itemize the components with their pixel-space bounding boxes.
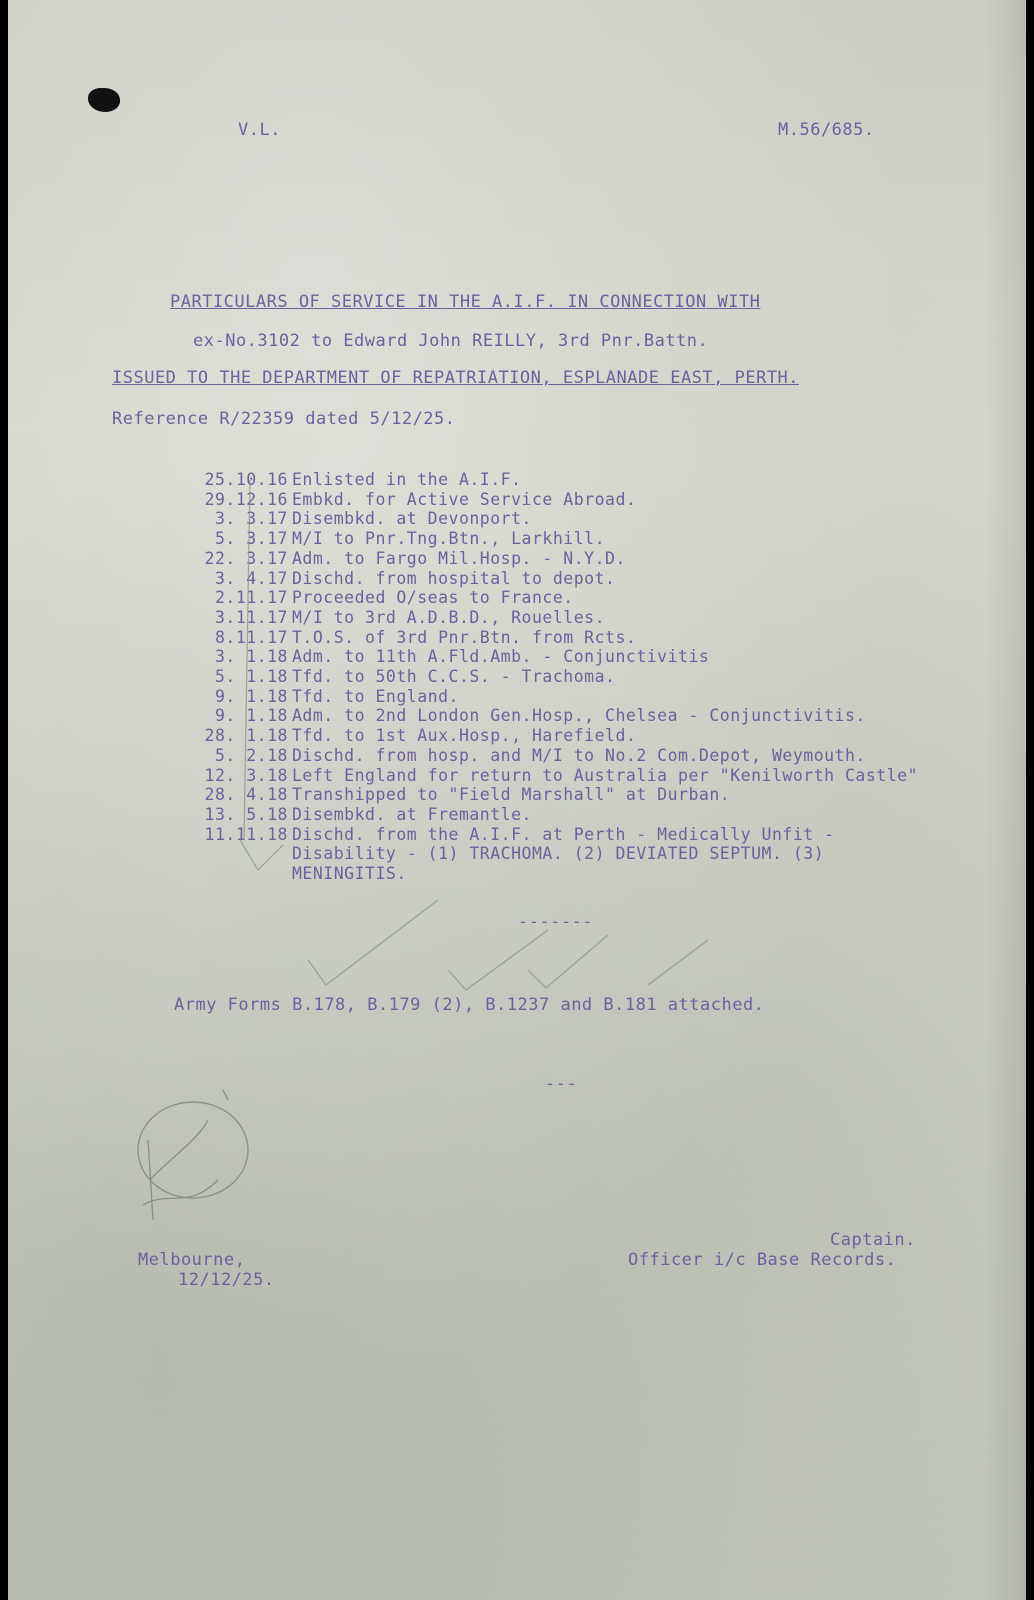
entry-text: Proceeded O/seas to France. [292, 588, 574, 608]
entry-date: 5. 2.18 [214, 745, 288, 765]
signing-date: 12/12/25. [178, 1270, 275, 1290]
entry-date: 3. 3.17 [214, 509, 288, 529]
entry-date: 9. 1.18 [214, 686, 288, 706]
separator-line: --- [545, 1074, 578, 1094]
entry-text: Tfd. to England. [292, 686, 459, 706]
signatory-rank: Captain. [830, 1230, 916, 1250]
entry-date: 29.12.16 [204, 489, 288, 509]
entry-text: Embkd. for Active Service Abroad. [292, 489, 637, 509]
entry-date: 9. 1.18 [214, 706, 288, 726]
entry-text: Tfd. to 1st Aux.Hosp., Harefield. [292, 726, 637, 746]
entry-text: Adm. to 11th A.Fld.Amb. - Conjunctivitis [292, 647, 710, 667]
entry-text: Dischd. from hospital to depot. [292, 568, 616, 588]
entry-date: 8.11.17 [214, 627, 288, 647]
entry-text: MENINGITIS. [292, 864, 407, 884]
attachments-note: Army Forms B.178, B.179 (2), B.1237 and B.181 attached. [174, 995, 765, 1015]
entry-date: 28. 4.18 [204, 785, 288, 805]
signing-place: Melbourne, [138, 1250, 246, 1270]
entry-date: 5. 3.17 [214, 529, 288, 549]
header-file-reference: M.56/685. [778, 120, 875, 140]
entry-text: Disembkd. at Fremantle. [292, 804, 532, 824]
entry-text: Enlisted in the A.I.F. [292, 470, 522, 489]
document-title-issued-to: ISSUED TO THE DEPARTMENT OF REPATRIATION, ESPLANADE EAST, PERTH. [112, 368, 800, 388]
entry-text: Left England for return to Australia per "Kenilworth Castle" [292, 765, 919, 785]
document-title-line1: PARTICULARS OF SERVICE IN THE A.I.F. IN CONNECTION WITH [170, 292, 761, 312]
pencil-tick-marks [8, 0, 1026, 1600]
entry-text: Transhipped to "Field Marshall" at Durban. [292, 785, 731, 805]
entry-text: Adm. to 2nd London Gen.Hosp., Chelsea - Conjunctivitis. [292, 706, 866, 726]
entry-text: Dischd. from the A.I.F. at Perth - Medically Unfit - [292, 824, 835, 844]
entry-date: 13. 5.18 [204, 804, 288, 824]
entry-text: Tfd. to 50th C.C.S. - Trachoma. [292, 667, 616, 687]
entry-date: 28. 1.18 [204, 726, 288, 746]
header-left-code: V.L. [238, 120, 281, 140]
entry-text: Adm. to Fargo Mil.Hosp. - N.Y.D. [292, 548, 626, 568]
entry-text: Disembkd. at Devonport. [292, 509, 532, 529]
entry-date: 2.11.17 [214, 588, 288, 608]
entry-date: 3. 1.18 [214, 647, 288, 667]
entry-date: 5. 1.18 [214, 667, 288, 687]
document-sheet [8, 0, 1026, 1600]
signatory-office: Officer i/c Base Records. [628, 1250, 897, 1270]
entry-date: 12. 3.18 [204, 765, 288, 785]
entry-text: T.O.S. of 3rd Pnr.Btn. from Rcts. [292, 627, 637, 647]
pencil-signature-mark [128, 1080, 268, 1230]
entry-date: 22. 3.17 [204, 548, 288, 568]
entry-date: 11.11.18 [204, 824, 288, 844]
reference-line: Reference R/22359 dated 5/12/25. [112, 409, 456, 429]
entry-date: 25.10.16 [204, 470, 288, 489]
document-title-soldier: ex-No.3102 to Edward John REILLY, 3rd Pnr.Battn. [193, 331, 709, 351]
separator-line: ------- [518, 912, 594, 932]
entry-text: Dischd. from hosp. and M/I to No.2 Com.Depot, Weymouth. [292, 745, 866, 765]
entry-text: M/I to 3rd A.D.B.D., Rouelles. [292, 607, 606, 627]
entry-date: 3.11.17 [214, 607, 288, 627]
entry-text: Disability - (1) TRACHOMA. (2) DEVIATED SEPTUM. (3) [292, 844, 825, 864]
entry-date: 3. 4.17 [214, 568, 288, 588]
entry-text: M/I to Pnr.Tng.Btn., Larkhill. [292, 529, 606, 549]
